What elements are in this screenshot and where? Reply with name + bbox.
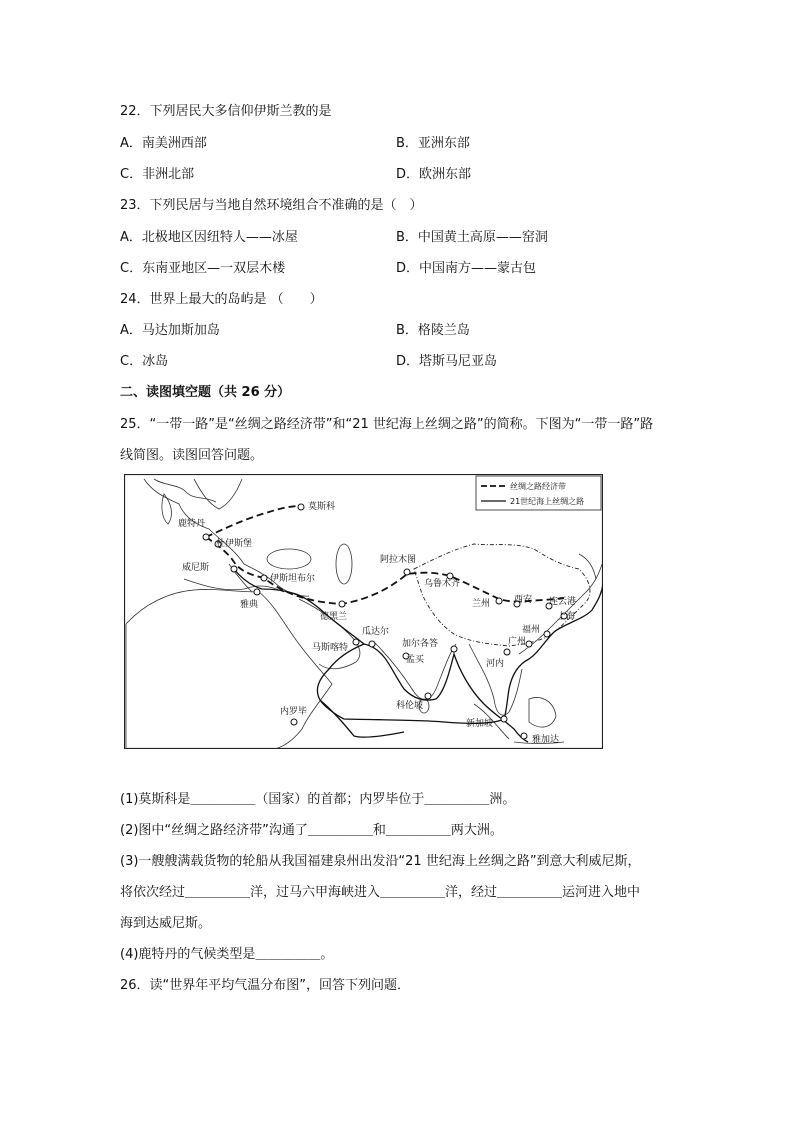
q24-option-c: C．冰岛 [120,354,169,369]
q23-option-c: C．东南亚地区—一双层木楼 [120,261,286,276]
map-legend [476,476,601,510]
q25-intro-line2: 线简图。读图回答问题。 [120,448,264,463]
marker-hanoi [504,649,510,655]
marker-singapore [501,716,507,722]
label-istanbul: 伊斯坦布尔 [270,574,316,584]
marker-istanbul [261,575,267,581]
q22-option-a: A．南美洲西部 [120,136,207,151]
q25-intro-line1: 25．“一带一路”是“丝绸之路经济带”和“21 世纪海上丝绸之路”的简称。下图为“一带一路”路 [120,417,654,432]
marker-kolkata [451,646,457,652]
label-almaty: 阿拉木图 [380,555,417,565]
q23-stem: 23．下列民居与当地自然环境组合不准确的是（ ） [120,198,423,213]
label-lanzhou: 兰州 [472,599,491,609]
q23-option-b: B．中国黄土高原——窑洞 [396,230,548,245]
q25-sub3-line2: 将依次经过＿＿＿＿＿洋，过马六甲海峡进入＿＿＿＿＿洋，经过＿＿＿＿＿运河进入地中 [120,885,641,900]
label-colombo: 科伦坡 [396,701,424,711]
label-xian: 西安 [514,595,533,605]
q24-option-a: A．马达加斯加岛 [120,323,220,338]
label-nairobi: 内罗毕 [280,707,308,717]
marker-muscat [353,639,359,645]
label-urumqi: 乌鲁木齐 [424,579,461,589]
label-jakarta: 雅加达 [532,735,560,745]
label-tehran: 德黑兰 [320,612,348,622]
marker-fuzhou [544,631,550,637]
label-fuzhou: 福州 [522,625,541,635]
q22-option-c: C．非洲北部 [120,167,195,182]
label-kolkata: 加尔各答 [402,639,439,649]
label-duisburg: 杜伊斯堡 [216,539,253,549]
label-moscow: 莫斯科 [308,502,336,512]
legend-silk-road-label: 丝绸之路经济带 [510,482,566,491]
q24-stem: 24．世界上最大的岛屿是 （ ） [120,292,323,307]
q25-sub2: (2)图中“丝绸之路经济带”沟通了＿＿＿＿＿和＿＿＿＿＿两大洲。 [120,823,503,838]
label-hanoi: 河内 [486,659,505,669]
q25-sub4: (4)鹿特丹的气候类型是＿＿＿＿＿。 [120,947,334,962]
q24-option-b: B．格陵兰岛 [396,323,470,338]
marker-athens [254,589,260,595]
q23-option-a: A．北极地区因纽特人——冰屋 [120,230,298,245]
marker-tehran [339,601,345,607]
label-guangzhou: 广州 [508,637,527,647]
label-venice: 威尼斯 [182,563,210,573]
marker-jakarta [521,733,527,739]
map-frame [125,475,603,749]
label-shanghai: 上海 [557,612,576,622]
q22-option-d: D．欧洲东部 [396,167,472,182]
legend-maritime-label: 21世纪海上丝绸之路 [510,497,585,506]
marker-almaty [404,569,410,575]
label-mumbai: 孟买 [406,655,425,665]
label-rotterdam: 鹿特丹 [178,519,206,529]
marker-nairobi [291,719,297,725]
q22-stem: 22．下列居民大多信仰伊斯兰教的是 [120,104,332,119]
label-athens: 雅典 [240,600,259,610]
marker-guangzhou [526,641,532,647]
marker-colombo [425,693,431,699]
q26-stem: 26．读“世界年平均气温分布图”，回答下列问题． [120,978,411,993]
marker-venice [231,566,237,572]
q24-option-d: D．塔斯马尼亚岛 [396,354,498,369]
belt-and-road-map [124,474,603,749]
q25-sub3-line3: 海到达威尼斯。 [120,916,212,931]
label-muscat: 马斯喀特 [312,643,349,653]
label-lianyungang: 连云港 [549,597,577,607]
label-gwadar: 瓜达尔 [362,627,390,637]
q25-sub3-line1: (3)一艘艘满载货物的轮船从我国福建泉州出发沿“21 世纪海上丝绸之路”到意大利威尼斯， [120,854,641,869]
marker-lanzhou [496,598,502,604]
marker-moscow [298,504,304,510]
q22-option-b: B．亚洲东部 [396,136,470,151]
marker-rotterdam [203,534,209,540]
q25-sub1: (1)莫斯科是＿＿＿＿＿（国家）的首都；内罗毕位于＿＿＿＿＿洲。 [120,792,516,807]
marker-gwadar [369,641,375,647]
label-singapore: 新加坡 [466,719,494,729]
q23-option-d: D．中国南方——蒙古包 [396,261,537,276]
section-heading: 二、读图填空题（共 26 分） [120,385,291,400]
